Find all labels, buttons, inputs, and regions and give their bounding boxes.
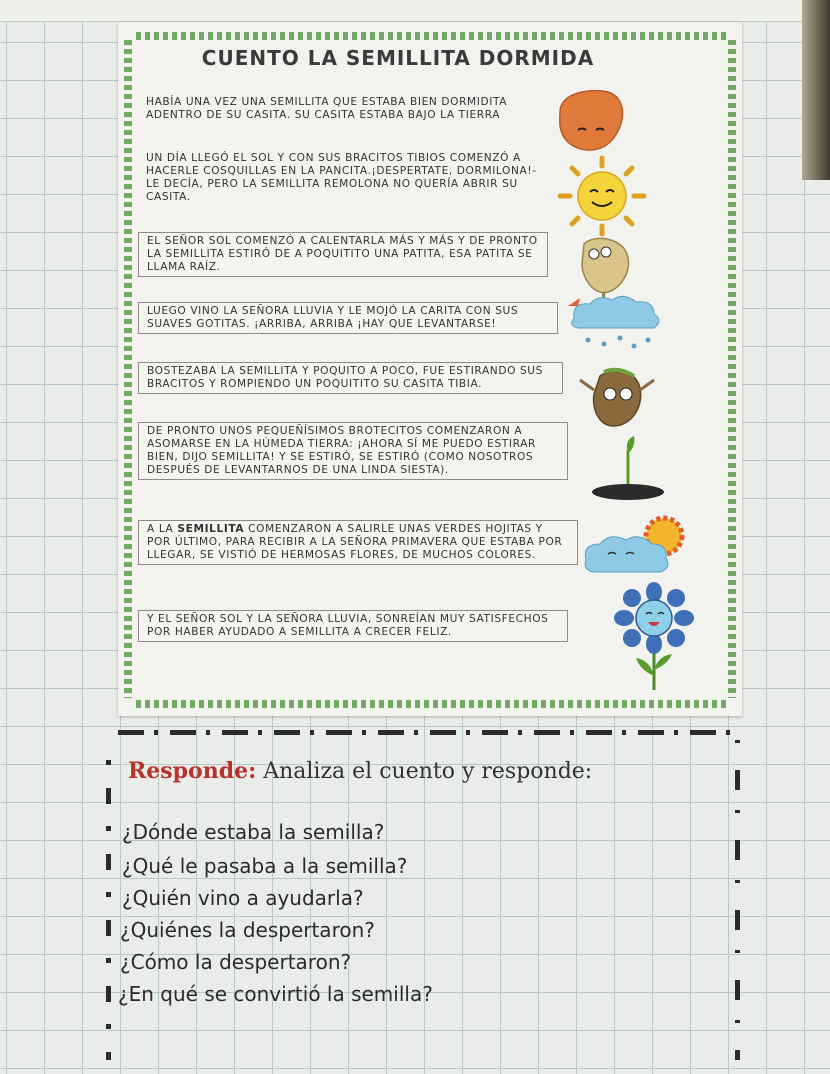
story-paragraph-8: Y EL SEÑOR SOL Y LA SEÑORA LLUVIA, SONREÍAN MUY SATISFECHOS POR HABER AYUDADO A SEMILLITA A CRECER FELIZ. — [138, 610, 568, 642]
dashed-frame-right — [735, 740, 740, 1060]
story-sheet — [118, 22, 742, 716]
notebook-spine — [802, 0, 830, 180]
story-paragraph-5: BOSTEZABA LA SEMILLITA Y POQUITO A POCO, FUE ESTIRANDO SUS BRACITOS Y ROMPIENDO UN POQUITITO SU CASITA TIBIA. — [138, 362, 563, 394]
green-border-top — [136, 32, 730, 40]
question-6: ¿En qué se convirtió la semilla? — [118, 982, 433, 1006]
question-2: ¿Qué le pasaba a la semilla? — [122, 854, 408, 878]
green-border-left — [124, 40, 132, 698]
waking-seed-icon — [574, 364, 664, 430]
question-5: ¿Cómo la despertaron? — [120, 950, 352, 974]
paragraph-7-highlight: SEMILLITA — [177, 523, 245, 535]
green-border-right — [728, 40, 736, 698]
seed-icon — [552, 86, 632, 158]
dashed-frame-top — [118, 730, 738, 735]
question-1: ¿Dónde estaba la semilla? — [122, 820, 385, 844]
rain-cloud-icon — [564, 292, 670, 362]
story-paragraph-3: EL SEÑOR SOL COMENZÓ A CALENTARLA MÁS Y MÁS Y DE PRONTO LA SEMILLITA ESTIRÓ DE A POQUITITO UNA PATITA, ESA PATITA SE LLAMA RAÍZ. — [138, 232, 548, 277]
question-4: ¿Quiénes la despertaron? — [120, 918, 375, 942]
story-paragraph-6: DE PRONTO UNOS PEQUEÑÍSIMOS BROTECITOS COMENZARON A ASOMARSE EN LA HÚMEDA TIERRA: ¡AHORA SÍ ME PUEDO ESTIRAR BIEN, DIJO SEMILLITA! Y SE ESTIRÓ, SE ESTIRÓ (COMO NOSOTROS DESPUÉS DE LEVANTARNOS DE UNA LINDA SIESTA). — [138, 422, 568, 480]
story-paragraph-4: LUEGO VINO LA SEÑORA LLUVIA Y LE MOJÓ LA CARITA CON SUS SUAVES GOTITAS. ¡ARRIBA, ARRIBA ¡HAY QUE LEVANTARSE! — [138, 302, 558, 334]
paragraph-7-rest: COMENZARON A SALIRLE UNAS VERDES HOJITAS Y POR ÚLTIMO, PARA RECIBIR A LA SEÑORA PRIMAVERA QUE ESTABA POR LLEGAR, SE VISTIÓ DE HERMOSAS FLORES, DE MUCHOS COLORES. — [147, 523, 563, 561]
sprout-icon — [588, 432, 668, 502]
notebook-top-edge — [0, 0, 830, 22]
question-3: ¿Quién vino a ayudarla? — [122, 886, 364, 910]
responde-heading — [128, 758, 592, 784]
sun-cloud-icon — [578, 508, 698, 592]
paragraph-7-prefix: A LA — [147, 523, 178, 535]
story-paragraph-7 — [138, 520, 578, 565]
story-title: CUENTO LA SEMILLITA DORMIDA — [201, 46, 595, 70]
responde-instruction: Analiza el cuento y responde: — [256, 759, 593, 784]
story-paragraph-1: HABÍA UNA VEZ UNA SEMILLITA QUE ESTABA BIEN DORMIDITA ADENTRO DE SU CASITA. SU CASITA ESTABA BAJO LA TIERRA — [146, 96, 508, 121]
story-paragraph-2: UN DÍA LLEGÓ EL SOL Y CON SUS BRACITOS TIBIOS COMENZÓ A HACERLE COSQUILLAS EN LA PANCITA.¡DESPERTATE, DORMILONA!- LE DECÍA, PERO LA SEMILLITA REMOLONA NO QUERÍA ABRIR SU CASITA. — [146, 152, 537, 203]
dashed-frame-left — [106, 760, 111, 1060]
green-border-bottom — [136, 700, 730, 708]
responde-label: Responde: — [128, 758, 257, 784]
flower-icon — [610, 582, 700, 692]
sun-icon — [554, 154, 650, 238]
